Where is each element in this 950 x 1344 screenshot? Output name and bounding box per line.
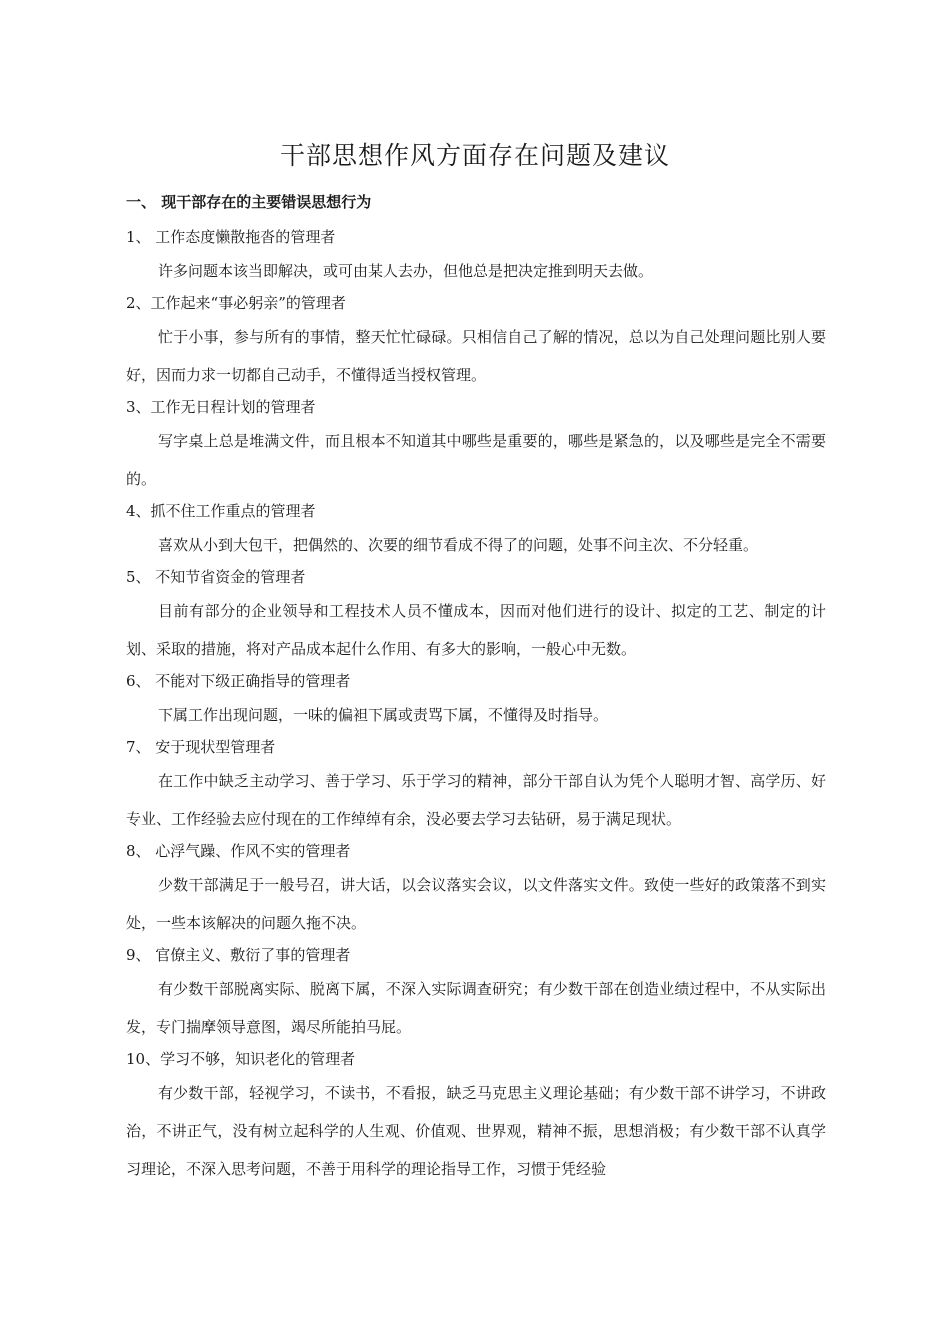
list-item [126, 498, 826, 564]
item-body: 在工作中缺乏主动学习、善于学习、乐于学习的精神，部分干部自认为凭个人聪明才智、高学历、好专业、工作经验去应付现在的工作绰绰有余，没必要去学习去钻研，易于满足现状。 [126, 772, 826, 828]
item-title: 6、 不能对下级正确指导的管理者 [126, 672, 351, 690]
document-title: 干部思想作风方面存在问题及建议 [279, 141, 670, 170]
item-title: 9、 官僚主义、敷衍了事的管理者 [126, 946, 351, 964]
item-title: 5、 不知节省资金的管理者 [126, 568, 306, 586]
item-body: 少数干部满足于一般号召，讲大话，以会议落实会议，以文件落实文件。致使一些好的政策落不到实处，一些本该解决的问题久拖不决。 [126, 876, 826, 932]
item-list [126, 224, 826, 1188]
list-item [126, 838, 826, 942]
list-item [126, 564, 826, 668]
item-title: 1、 工作态度懒散拖沓的管理者 [126, 228, 336, 246]
item-body: 有少数干部，轻视学习，不读书，不看报，缺乏马克思主义理论基础；有少数干部不讲学习，不讲政治，不讲正气，没有树立起科学的人生观、价值观、世界观，精神不振，思想消极；有少数干部不认真学习理论，不深入思考问题，不善于用科学的理论指导工作，习惯于凭经验 [126, 1084, 826, 1178]
list-item [126, 734, 826, 838]
list-item [126, 224, 826, 290]
list-item [126, 668, 826, 734]
item-title: 3、工作无日程计划的管理者 [126, 398, 316, 416]
item-body: 喜欢从小到大包干，把偶然的、次要的细节看成不得了的问题，处事不问主次、不分轻重。 [158, 536, 759, 554]
item-title: 2、工作起来“事必躬亲”的管理者 [126, 294, 346, 312]
section-heading: 一、 现干部存在的主要错误思想行为 [126, 193, 372, 211]
list-item [126, 394, 826, 498]
item-body: 许多问题本该当即解决，或可由某人去办，但他总是把决定推到明天去做。 [158, 262, 654, 280]
item-body: 下属工作出现问题，一味的偏袒下属或责骂下属，不懂得及时指导。 [158, 706, 609, 724]
item-title: 4、抓不住工作重点的管理者 [126, 502, 316, 520]
item-title: 10、学习不够，知识老化的管理者 [126, 1050, 356, 1068]
item-body: 有少数干部脱离实际、脱离下属，不深入实际调查研究；有少数干部在创造业绩过程中，不从实际出发，专门揣摩领导意图，竭尽所能拍马屁。 [126, 980, 826, 1036]
item-body: 目前有部分的企业领导和工程技术人员不懂成本，因而对他们进行的设计、拟定的工艺、制定的计划、采取的措施，将对产品成本起什么作用、有多大的影响，一般心中无数。 [126, 602, 826, 658]
item-title: 7、 安于现状型管理者 [126, 738, 276, 756]
list-item [126, 1046, 826, 1188]
item-body: 写字桌上总是堆满文件，而且根本不知道其中哪些是重要的，哪些是紧急的，以及哪些是完全不需要的。 [126, 432, 826, 488]
item-title: 8、 心浮气躁、作风不实的管理者 [126, 842, 351, 860]
item-body: 忙于小事，参与所有的事情，整天忙忙碌碌。只相信自己了解的情况，总以为自己处理问题比别人要好，因而力求一切都自己动手，不懂得适当授权管理。 [126, 328, 826, 384]
list-item [126, 942, 826, 1046]
list-item [126, 290, 826, 394]
